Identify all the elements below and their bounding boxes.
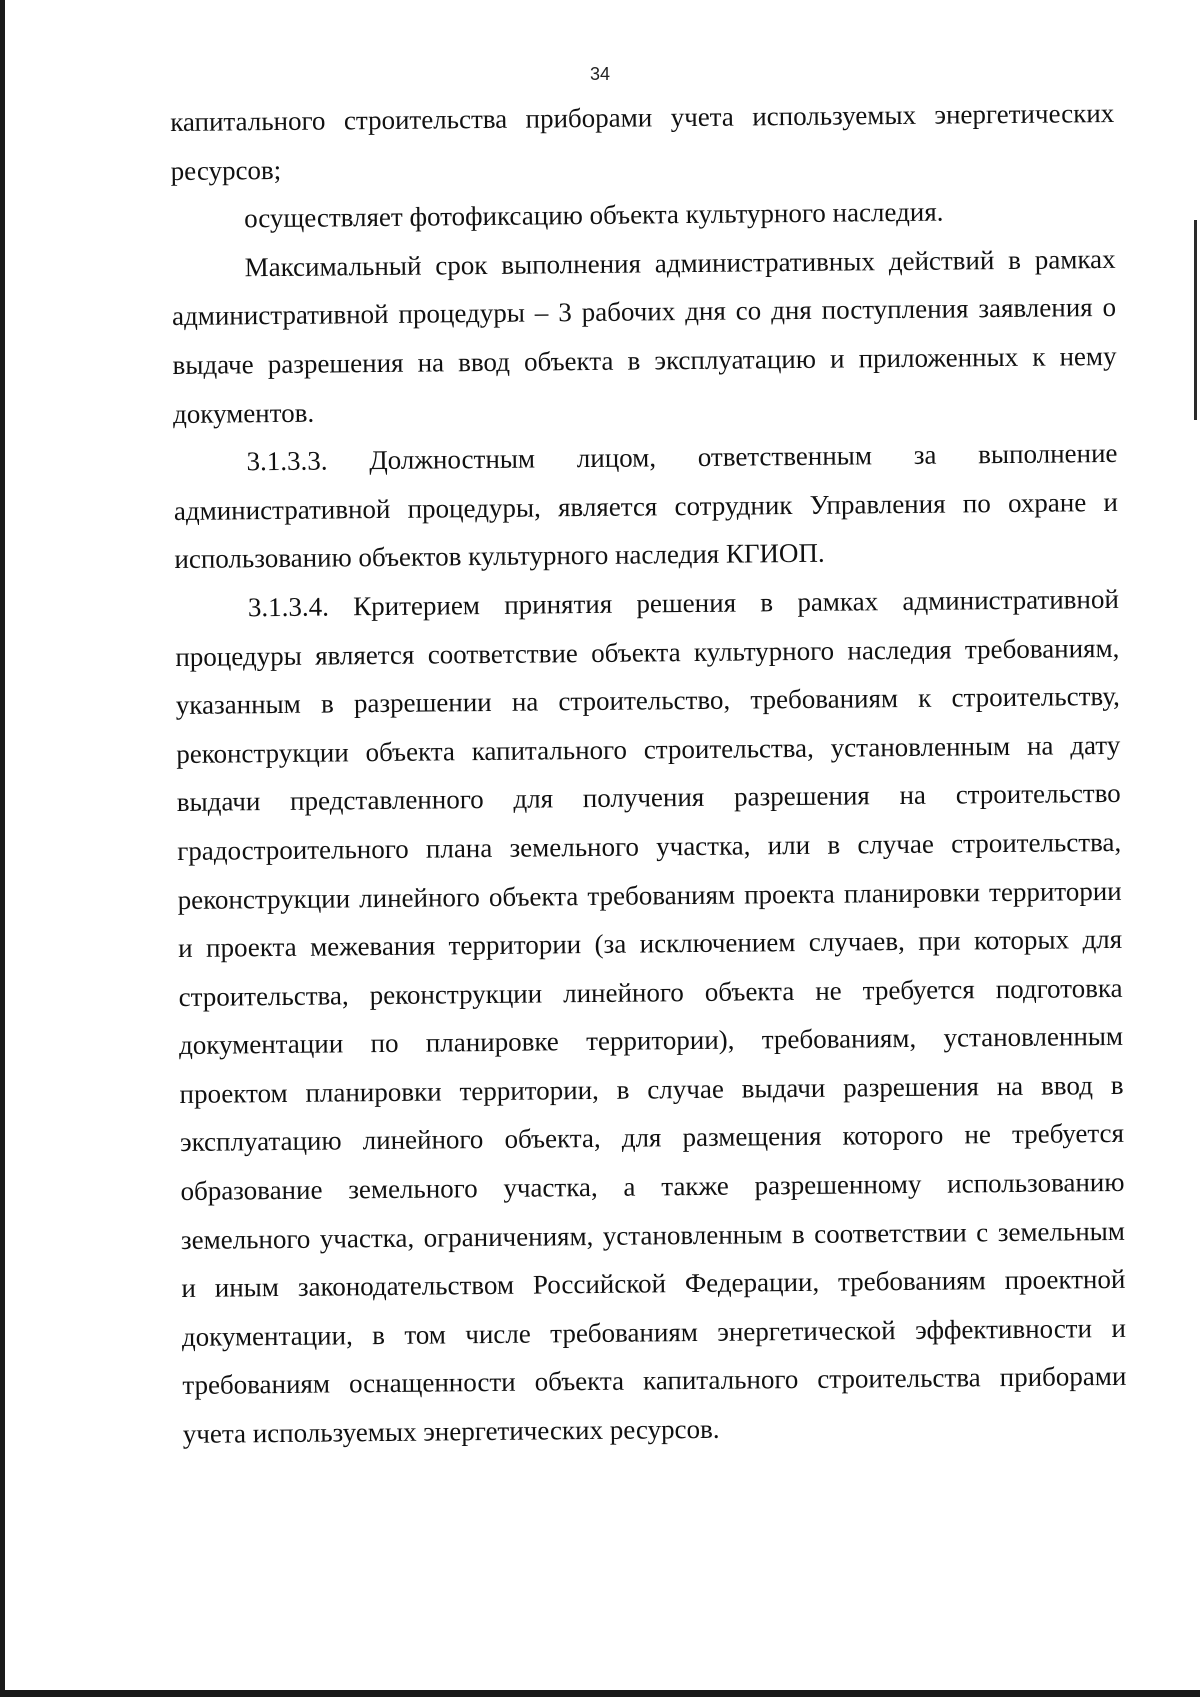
- paragraph-3-1-3-4: 3.1.3.4. Критерием принятия решения в рамках административной процедуры является соответствие объекта культурного наследия требованиям, указанным в разрешении на строительство, требованиям к строительству, реконструкции объекта капитального строительства, установленным на дату выдачи представленного для получения разрешения на строительство градостроительного плана земельного участка, или в случае строительства, реконструкции линейного объекта требованиям проекта планировки территории и проекта межевания территории (за исключением случаев, при которых для строительства, реконструкции линейного объекта не требуется подготовка документации по планировке территории), требованиям, установленным проектом планировки территории, в случае выдачи разрешения на ввод в эксплуатацию линейного объекта, для размещения которого не требуется образование земельного участка, а также разрешенному использованию земельного участка, ограничениям, установленным в соответствии с земельным и иным законодательством Российской Федерации, требованиям проектной документации, в том числе требованиям энергетической эффективности и требованиям оснащенности объекта капитального строительства приборами учета используемых энергетических ресурсов.: [175, 583, 1127, 1449]
- paragraph-3-1-3-3: 3.1.3.3. Должностным лицом, ответственным за выполнение административной процедуры, является сотрудник Управления по охране и использованию объектов культурного наследия КГИОП.: [173, 438, 1119, 575]
- paragraph-photo-fixation: осуществляет фотофиксацию объекта культурного наследия.: [244, 196, 944, 234]
- scan-edge-bottom: [0, 1690, 1200, 1697]
- paragraph-continuation: капитального строительства приборами учета используемых энергетических ресурсов;: [170, 97, 1115, 186]
- document-body: [170, 89, 1127, 1459]
- scan-edge-right: [1194, 220, 1197, 420]
- scan-edge-left: [0, 0, 5, 1697]
- page-number: 34: [589, 64, 611, 84]
- paragraph-max-term: Максимальный срок выполнения административных действий в рамках административной процедуры – 3 рабочих дня со дня поступления заявления о выдаче разрешения на ввод объекта в эксплуатацию и приложенных к нему документов.: [171, 243, 1117, 429]
